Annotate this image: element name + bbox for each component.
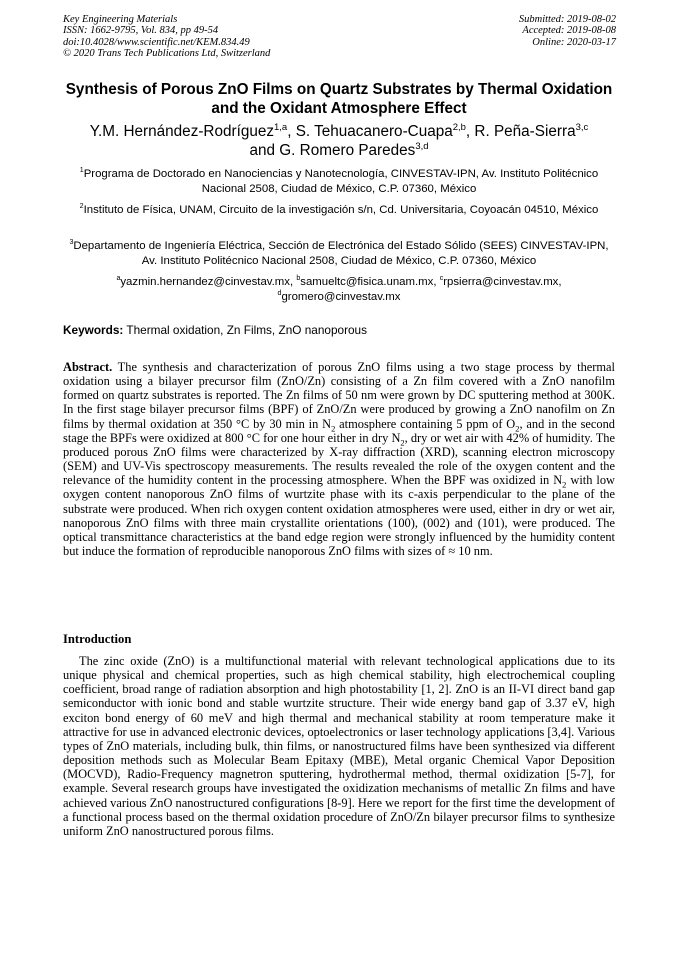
author-list: Y.M. Hernández-Rodríguez$^{1,a}$, S. Tehuacanero-Cuapa$^{2,b}$, R. Peña-Sierra$^{3,c}$ and G. Romero Paredes$^{3,d}$ <box>89 121 589 159</box>
paper-title: Synthesis of Porous ZnO Films on Quartz Substrates by Thermal Oxidation and the Oxidant Atmosphere Effect <box>65 81 613 117</box>
journal-header <box>63 14 270 60</box>
affiliation-1: $^1$Programa de Doctorado en Nanociencias y Nanotecnología, CINVESTAV-IPN, Av. Instituto Politécnico Nacional 2508, Ciudad de México, C.P. 07360, México <box>79 167 599 195</box>
dates-header <box>519 14 616 48</box>
abstract: Abstract. The synthesis and characterization of porous ZnO films using a two stage process by thermal oxidation using a bilayer precursor film (ZnO/Zn) consisting of a Zn film covered with a ZnO nanofilm formed on quartz substrates is reported. The Zn films of 50 nm were grown by DC sputtering method at 300K. In the first stage bilayer precursor films (BPF) of ZnO/Zn were produced by growing a ZnO nanofilm on Zn films by thermal oxidation at 350 °C by 30 min in $N_2$ atmosphere containing 5 ppm of $O_2$, and in the second stage the BPFs were oxidized at 800 °C for one hour either in dry $N_2$, dry or wet air with 42% of humidity. The produced porous ZnO films were characterized by X-ray diffraction (XRD), scanning electron microscopy (SEM) and UV-Vis spectroscopy measurements. The results revealed the role of the oxygen content and the relevance of the humidity content in the processing atmosphere. When the BPF was oxidized in $N_2$ with low oxygen content nanoporous ZnO films of wurtzite phase with its c-axis perpendicular to the plane of the substrate were produced. When rich oxygen content oxidation atmospheres were used, either in dry or wet air, nanoporous ZnO films with three main crystallite orientations (100), (002) and (101), were produced. The optical transmittance characteristics at the band edge region were strongly influenced by the humidity content but induce the formation of reproducible nanoporous ZnO films with sizes of ≈ 10 nm. <box>63 360 616 559</box>
email-link[interactable]: yazmin.hernandez@cinvestav.mx, <box>120 276 297 288</box>
author-sup: 2,b <box>452 121 466 133</box>
submitted-date: Submitted: 2019-08-02 <box>518 14 616 25</box>
journal-copyright: © 2020 Trans Tech Publications Ltd, Switzerland <box>63 48 271 60</box>
author-name: R. Peña-Sierra <box>474 123 576 140</box>
keywords-label: Keywords: <box>63 323 124 337</box>
introduction-paragraph: The zinc oxide (ZnO) is a multifunctional material with relevant technological applications due to its unique physical and chemical properties, such as high chemical stability, high electrochemical coupling coefficient, broad range of radiation absorption and high photostability [1, 2]. ZnO is an II-VI direct band gap semiconductor with ionic bond and stable wurtzite structure. Their wide energy band gap of 3.37 eV, high exciton bond energy of 60 meV and high thermal and mechanical stability at room temperature make it attractive for use in advanced electronic devices, optoelectronics or laser technology applications [3,4]. Various types of ZnO materials, including bulk, thin films, or nanostructured films have been synthesized via different deposition methods such as Molecular Beam Epitaxy (MBE), Metal organic Chemical Vapor Deposition (MOCVD), Radio-Frequency magnetron sputtering, hydrothermal method, thermal oxidization [5-7], for example. Several research groups have investigated the oxidization mechanisms of metallic Zn films and have achieved various ZnO nanostructured configurations [8-9]. Here we report for the first time the development of a functional process based on the thermal oxidation procedure of ZnO/Zn bilayer precursor films to synthesize uniform ZnO nanostructured porous films. <box>63 654 615 838</box>
author-sup: 3,d <box>415 140 429 152</box>
journal-name: Key Engineering Materials <box>63 14 178 25</box>
email-link[interactable]: samueltc@fisica.unam.mx, <box>300 276 440 288</box>
author-name: Y.M. Hernández-Rodríguez <box>89 123 275 140</box>
online-date: Online: 2020-03-17 <box>532 36 616 48</box>
email-list: $^a$yazmin.hernandez@cinvestav.mx, $^b$samueltc@fisica.unam.mx, $^c$rpsierra@cinvestav.mx, $^d$gromero@cinvestav.mx <box>116 275 562 303</box>
keywords <box>63 323 615 337</box>
author-sup: 3,c <box>575 121 589 133</box>
journal-doi: doi:10.4028/www.scientific.net/KEM.834.49 <box>63 36 250 48</box>
accepted-date: Accepted: 2019-08-08 <box>522 25 616 37</box>
abstract-label: Abstract. <box>63 360 113 374</box>
author-name: S. Tehuacanero-Cuapa <box>295 123 453 140</box>
author-name: and G. Romero Paredes <box>249 142 416 159</box>
author-sup: 1,a <box>274 121 288 133</box>
journal-issn: ISSN: 1662-9795, Vol. 834, pp 49-54 <box>63 25 219 37</box>
keywords-text: Thermal oxidation, Zn Films, ZnO nanoporous <box>126 323 368 337</box>
affiliation-3: $^3$Departamento de Ingeniería Eléctrica, Sección de Electrónica del Estado Sólido (SEES) CINVESTAV-IPN, Av. Instituto Politécnico Nacional 2508, Ciudad de México, C.P. 07360, México <box>69 239 609 267</box>
affiliation-2: $^2$Instituto de Física, UNAM, Circuito de la investigación s/n, Cd. Universitaria, Coyoacán 04510, México <box>79 203 599 216</box>
email-link[interactable]: gromero@cinvestav.mx <box>281 290 401 303</box>
email-link[interactable]: rpsierra@cinvestav.mx, <box>443 276 562 288</box>
section-heading-introduction: Introduction <box>63 632 132 646</box>
